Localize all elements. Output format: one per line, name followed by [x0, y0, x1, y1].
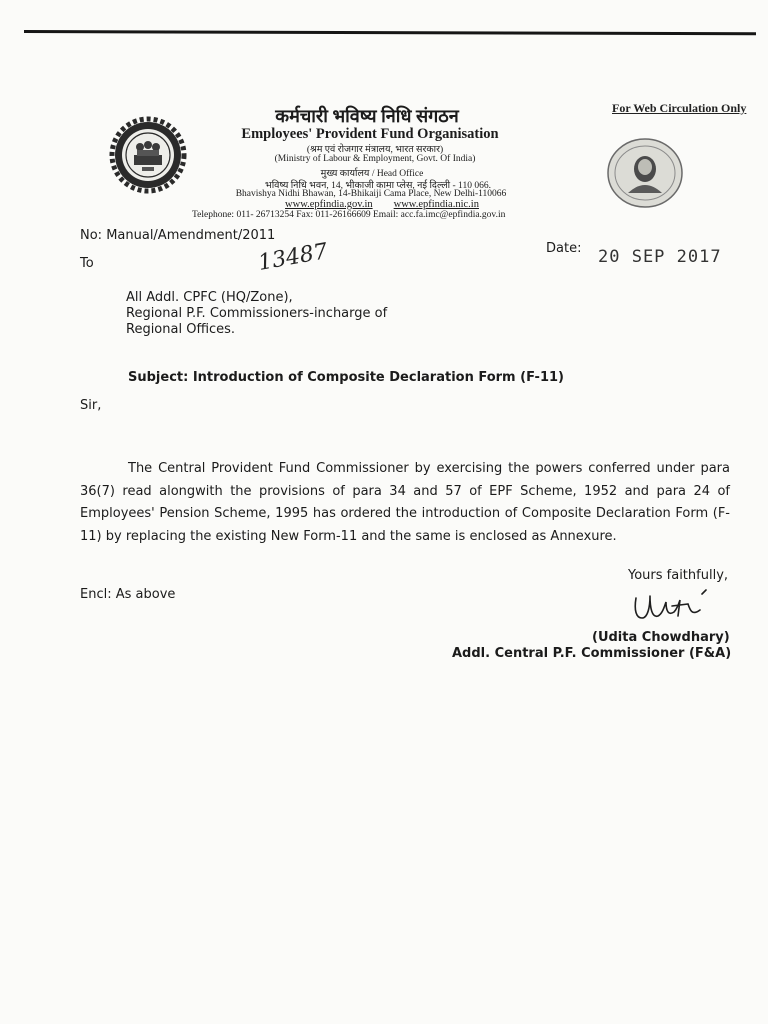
- website-link-gov[interactable]: www.epfindia.gov.in: [285, 199, 373, 210]
- date-stamp: 20 SEP 2017: [598, 247, 722, 267]
- handwritten-signature-icon: [630, 588, 720, 632]
- to-label: To: [80, 256, 94, 271]
- ministry-english: (Ministry of Labour & Employment, Govt. Of India): [274, 154, 476, 164]
- commemorative-seal-icon: [606, 137, 684, 209]
- address-english: Bhavishya Nidhi Bhawan, 14-Bhikaiji Cama Place, New Delhi-110066: [235, 189, 507, 199]
- subject-line: Subject: Introduction of Composite Declaration Form (F-11): [128, 370, 564, 385]
- closing: Yours faithfully,: [628, 568, 729, 583]
- epfo-emblem-icon: [108, 115, 188, 195]
- signer-name: (Udita Chowdhary): [592, 630, 730, 645]
- head-office-label: मुख्य कार्यालय / Head Office: [320, 169, 424, 179]
- websites-line: [252, 199, 512, 210]
- org-name-english: Employees' Provident Fund Organisation: [241, 126, 499, 142]
- addressee-line: Regional P.F. Commissioners-incharge of: [126, 306, 388, 321]
- salutation: Sir,: [80, 398, 102, 413]
- date-label: Date:: [546, 241, 582, 256]
- website-link-nic[interactable]: www.epfindia.nic.in: [393, 199, 479, 210]
- handwritten-number: 13487: [256, 239, 330, 276]
- org-name-hindi: कर्मचारी भविष्य निधि संगठन: [275, 106, 459, 126]
- ministry-hindi: (श्रम एवं रोजगार मंत्रालय, भारत सरकार): [306, 145, 444, 155]
- contact-line: Telephone: 011- 26713254 Fax: 011-26166609 Email: acc.fa.imc@epfindia.gov.in: [192, 210, 506, 220]
- addressee-line: Regional Offices.: [126, 322, 236, 337]
- reference-number: No: Manual/Amendment/2011: [80, 228, 276, 243]
- body-paragraph: The Central Provident Fund Commissioner by exercising the powers conferred under para 36(7) read alongwith the provisions of para 34 and 57 of EPF Scheme, 1952 and para 24 of Employees' Pension Scheme, 1995 has ordered the introduction of Composite Declaration Form (F-11) by replacing the existing New Form-11 and the same is enclosed as Annexure.: [80, 461, 730, 544]
- addressee-line: All Addl. CPFC (HQ/Zone),: [126, 290, 293, 305]
- address-hindi: भविष्य निधि भवन, 14, भीकाजी कामा प्लेस, नई दिल्ली - 110 066.: [265, 181, 491, 191]
- enclosure-note: Encl: As above: [80, 587, 176, 602]
- top-rule: [24, 30, 756, 35]
- signer-designation: Addl. Central P.F. Commissioner (F&A): [452, 646, 732, 661]
- circulation-note: For Web Circulation Only: [612, 101, 747, 115]
